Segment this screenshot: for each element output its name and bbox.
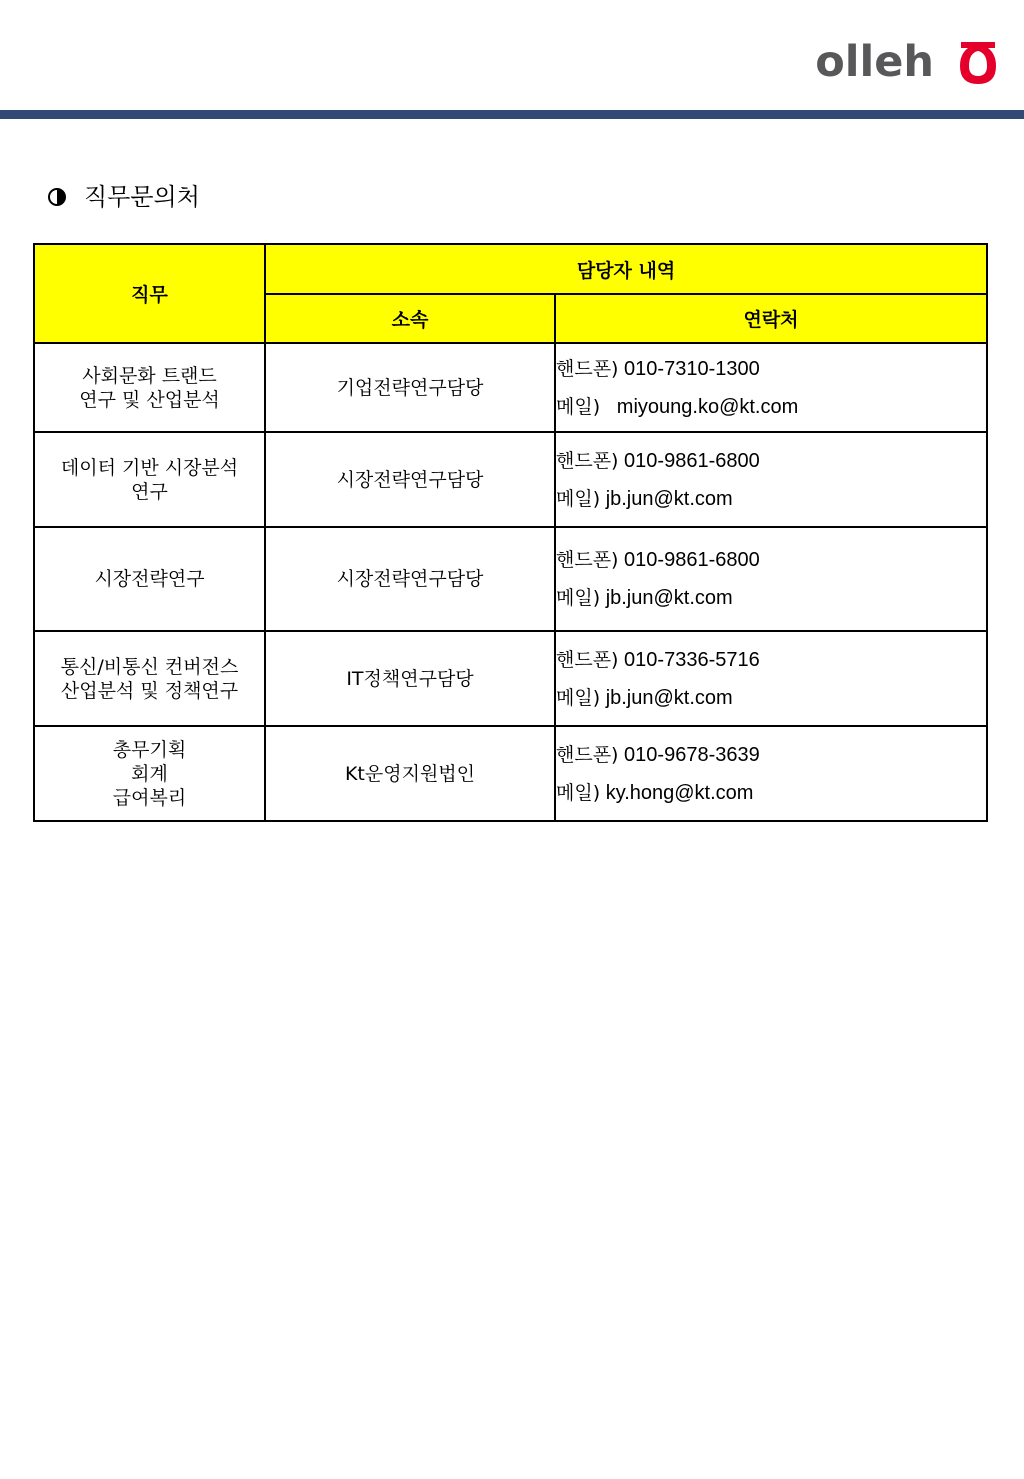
contact-cell bbox=[555, 631, 987, 726]
contact-cell bbox=[555, 726, 987, 821]
phone-number: 010-9861-6800 bbox=[624, 549, 760, 571]
olleh-brand-mark-icon bbox=[954, 37, 1002, 87]
job-cell: 데이터 기반 시장분석 연구 bbox=[34, 432, 265, 527]
email-address: jb.jun@kt.com bbox=[605, 487, 733, 510]
header-dept: 소속 bbox=[265, 294, 555, 343]
table-row bbox=[34, 726, 987, 821]
phone-line: 핸드폰) 010-7336-5716 bbox=[556, 648, 760, 671]
email-line: 메일) miyoung.ko@kt.com bbox=[556, 395, 799, 418]
olleh-logo bbox=[815, 36, 1002, 88]
job-cell: 총무기획 회계 급여복리 bbox=[34, 726, 265, 821]
contact-cell bbox=[555, 432, 987, 527]
email-line: 메일) jb.jun@kt.com bbox=[556, 686, 733, 709]
contact-table bbox=[33, 243, 988, 822]
page-header bbox=[0, 0, 1024, 110]
table-row bbox=[34, 631, 987, 726]
section-title bbox=[48, 180, 200, 214]
contact-cell bbox=[555, 343, 987, 432]
phone-line: 핸드폰) 010-9861-6800 bbox=[556, 449, 760, 472]
dept-cell: Kt운영지원법인 bbox=[265, 726, 555, 821]
dept-cell: 시장전략연구담당 bbox=[265, 527, 555, 631]
header-job: 직무 bbox=[34, 244, 265, 343]
table-row bbox=[34, 527, 987, 631]
header-divider-bar bbox=[0, 110, 1024, 119]
phone-line: 핸드폰) 010-9678-3639 bbox=[556, 743, 760, 766]
phone-number: 010-9861-6800 bbox=[624, 449, 760, 472]
phone-line: 핸드폰) 010-9861-6800 bbox=[556, 549, 760, 571]
half-circle-bullet-icon bbox=[48, 188, 66, 206]
header-contact: 연락처 bbox=[555, 294, 987, 343]
phone-number: 010-9678-3639 bbox=[624, 743, 760, 766]
section-title-text: 직무문의처 bbox=[84, 183, 200, 211]
job-cell: 통신/비통신 컨버전스 산업분석 및 정책연구 bbox=[34, 631, 265, 726]
table-row bbox=[34, 343, 987, 432]
contact-cell bbox=[555, 527, 987, 631]
email-address: ky.hong@kt.com bbox=[605, 781, 754, 804]
job-cell: 사회문화 트랜드 연구 및 산업분석 bbox=[34, 343, 265, 432]
email-line: 메일) jb.jun@kt.com bbox=[556, 487, 733, 510]
email-line: 메일) jb.jun@kt.com bbox=[556, 587, 733, 609]
phone-number: 010-7310-1300 bbox=[624, 357, 760, 380]
dept-cell: IT정책연구담당 bbox=[265, 631, 555, 726]
header-contact-group: 담당자 내역 bbox=[265, 244, 987, 294]
logo-text: olleh bbox=[815, 37, 934, 87]
dept-cell: 기업전략연구담당 bbox=[265, 343, 555, 432]
phone-number: 010-7336-5716 bbox=[624, 648, 760, 671]
phone-line: 핸드폰) 010-7310-1300 bbox=[556, 357, 760, 380]
email-address: jb.jun@kt.com bbox=[605, 587, 733, 609]
email-line: 메일) ky.hong@kt.com bbox=[556, 781, 754, 804]
email-address: miyoung.ko@kt.com bbox=[616, 395, 799, 418]
email-address: jb.jun@kt.com bbox=[605, 686, 733, 709]
dept-cell: 시장전략연구담당 bbox=[265, 432, 555, 527]
table-row bbox=[34, 432, 987, 527]
job-cell: 시장전략연구 bbox=[34, 527, 265, 631]
